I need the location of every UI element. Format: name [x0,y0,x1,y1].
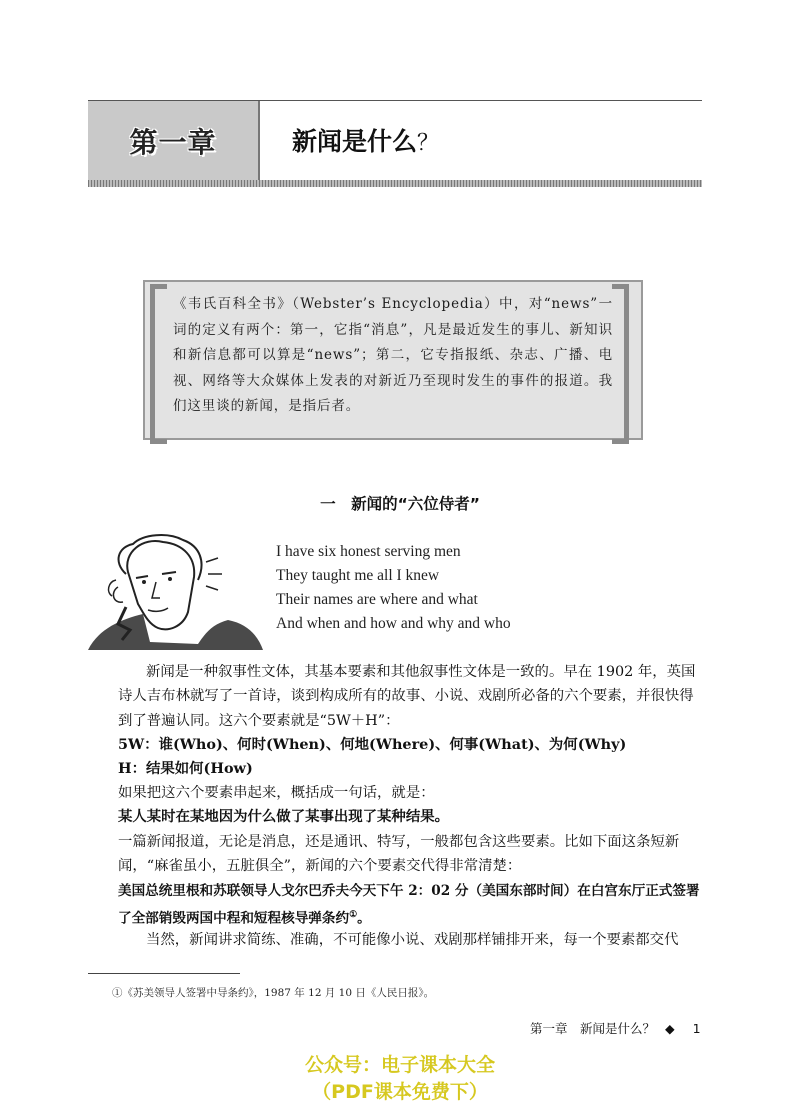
header-separator [258,101,260,181]
five-w-line: 5W：谁(Who)、何时(When)、何地(Where)、何事(What)、为何(Why) [118,736,627,753]
portrait-sketch-icon [88,532,263,652]
diamond-icon: ◆ [665,1021,675,1036]
poem-line: And when and how and why and who [276,615,511,632]
chapter-label-block [88,101,258,181]
poem-line: Their names are where and what [276,591,478,608]
page-footer [530,1019,701,1037]
footnote-ref: ① [349,910,358,921]
body-paragraph-1: 新闻是一种叙事性文体，其基本要素和其他叙事性文体是一致的。早在 1902 年，英国诗人吉布林就写了一首诗，谈到构成所有的故事、小说、戏剧所必备的六个要素，并很快得到了普遍认同。这六个要素就是“5W＋H”： [118,664,696,729]
definition-box-right-bracket [612,284,629,444]
chapter-title [292,122,439,158]
news-example-text: 美国总统里根和苏联领导人戈尔巴乔夫今天下午 2：02 分（美国东部时间）在白宫东厅正式签署了全部销毁两国中程和短程核导弹条约 [118,883,700,927]
h-line: H：结果如何(How) [118,760,253,777]
news-example [118,879,702,931]
body-paragraph-2: 如果把这六个要素串起来，概括成一句话，就是： [118,785,435,801]
news-example-end: 。 [357,910,371,927]
poem [276,540,511,636]
definition-box-left-bracket [150,284,167,444]
summary-sentence: 某人某时在某地因为什么做了某事出现了某种结果。 [118,808,449,825]
body-paragraph-3: 一篇新闻报道，无论是消息，还是通讯、特写，一般都包含这些要素。比如下面这条短新闻，“麻雀虽小，五脏俱全”，新闻的六个要素交代得非常清楚： [118,834,680,875]
footnote-rule [88,973,240,974]
footnote: ①《苏美领导人签署中导条约》，1987 年 12 月 10 日《人民日报》。 [112,987,435,999]
chapter-title-text: 新闻是什么 [292,127,418,156]
promo-line-1: 公众号：电子课本大全 [304,1054,495,1076]
chapter-label: 第一章 [129,126,217,159]
poem-line: I have six honest serving men [276,543,461,560]
promo-line-2: （PDF课本免费下） [312,1081,488,1103]
poem-line: They taught me all I knew [276,567,440,584]
header-bottom-band [88,180,702,187]
body-paragraph-4: 当然，新闻讲求简练、准确，不可能像小说、戏剧那样铺排开来，每一个要素都交代 [146,932,679,948]
chapter-title-mark: ？ [417,131,440,156]
definition-text: 《韦氏百科全书》（Webster’s Encyclopedia）中，对“news”一词的定义有两个：第一，它指“消息”，凡是最近发生的事儿、新知识和新信息都可以算是“news”；第二，它专指报纸、杂志、广播、电视、网络等大众媒体上发表的对新近乃至现时发生的事件的报道。我们这里谈的新闻，是指后者。 [173,296,613,414]
footer-chapter: 第一章 新闻是什么？ [530,1021,656,1036]
section-title: 一 新闻的“六位侍者” [320,495,480,513]
page-number: 1 [692,1021,701,1036]
